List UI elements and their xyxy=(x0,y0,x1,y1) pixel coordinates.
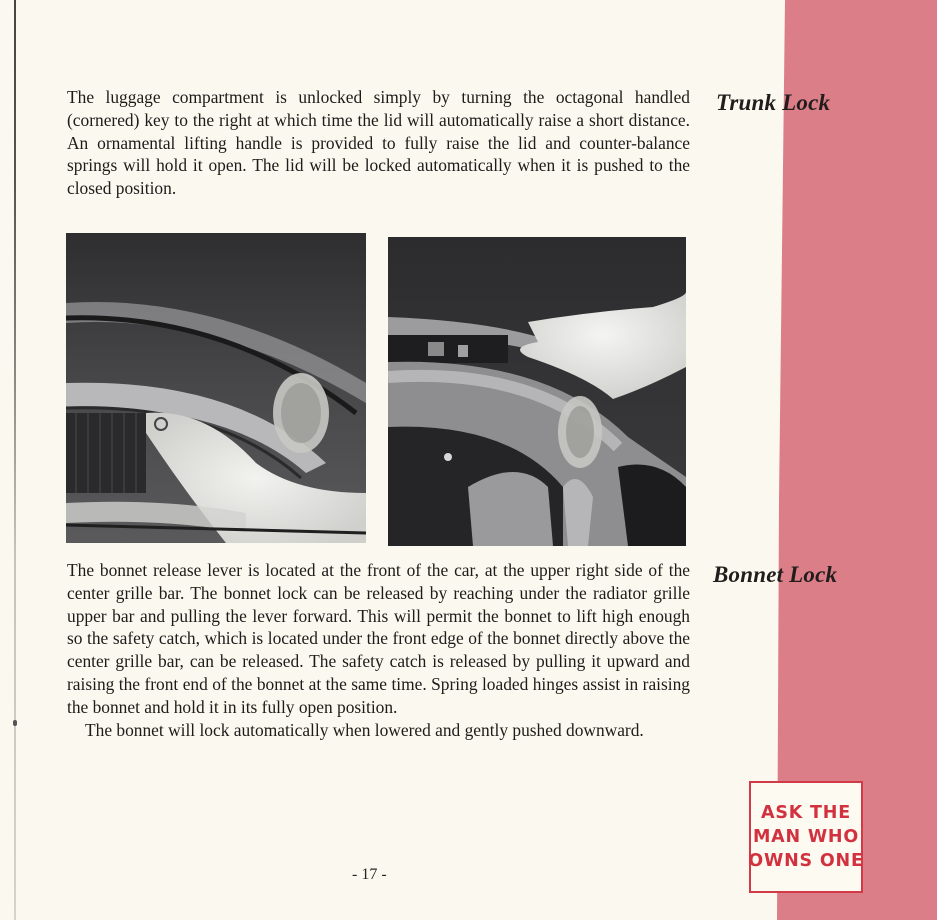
bonnet-lock-paragraph-1: The bonnet release lever is located at the front of the car, at the upper right side of the center grille bar. The bonnet lock can be released by reaching under the radiator grille upper bar and pulling the lever forward. This will permit the bonnet to lift high enough so the safety catch, which is located under the front edge of the bonnet directly above the center grille bar, can be released. The safety catch is released by pulling it upward and raising the front end of the bonnet at the same time. Spring loaded hinges assist in raising the bonnet and hold it in its fully open position. xyxy=(67,560,690,717)
ask-the-man-badge xyxy=(749,781,863,893)
trunk-lock-text xyxy=(67,86,690,200)
page-binding-edge xyxy=(14,0,16,920)
badge-line-2: MAN WHO xyxy=(752,827,860,847)
bonnet-lock-paragraph-2: The bonnet will lock automatically when lowered and gently pushed downward. xyxy=(85,719,644,740)
photo-1-illustration xyxy=(66,233,366,543)
badge-line-1: ASK THE xyxy=(761,803,851,823)
page-number: - 17 - xyxy=(352,866,387,883)
trunk-lock-paragraph: The luggage compartment is unlocked simply by turning the octagonal handled (cornered) key to the right at which time the lid will automatically raise a short distance. An ornamental lifting handle is provided to fully raise the lid and counter-balance springs will hold it open. The lid will be locked automatically when it is pushed to the closed position. xyxy=(67,87,690,199)
trunk-lock-heading: Trunk Lock xyxy=(716,90,831,115)
bonnet-lock-text xyxy=(67,559,690,741)
photo-bonnet-raised xyxy=(388,237,686,546)
photo-2-illustration xyxy=(388,237,686,546)
bonnet-lock-heading: Bonnet Lock xyxy=(713,562,838,587)
binding-mark xyxy=(13,720,17,726)
badge-line-3: OWNS ONE xyxy=(748,851,864,871)
photo-bonnet-release-lever xyxy=(66,233,366,543)
